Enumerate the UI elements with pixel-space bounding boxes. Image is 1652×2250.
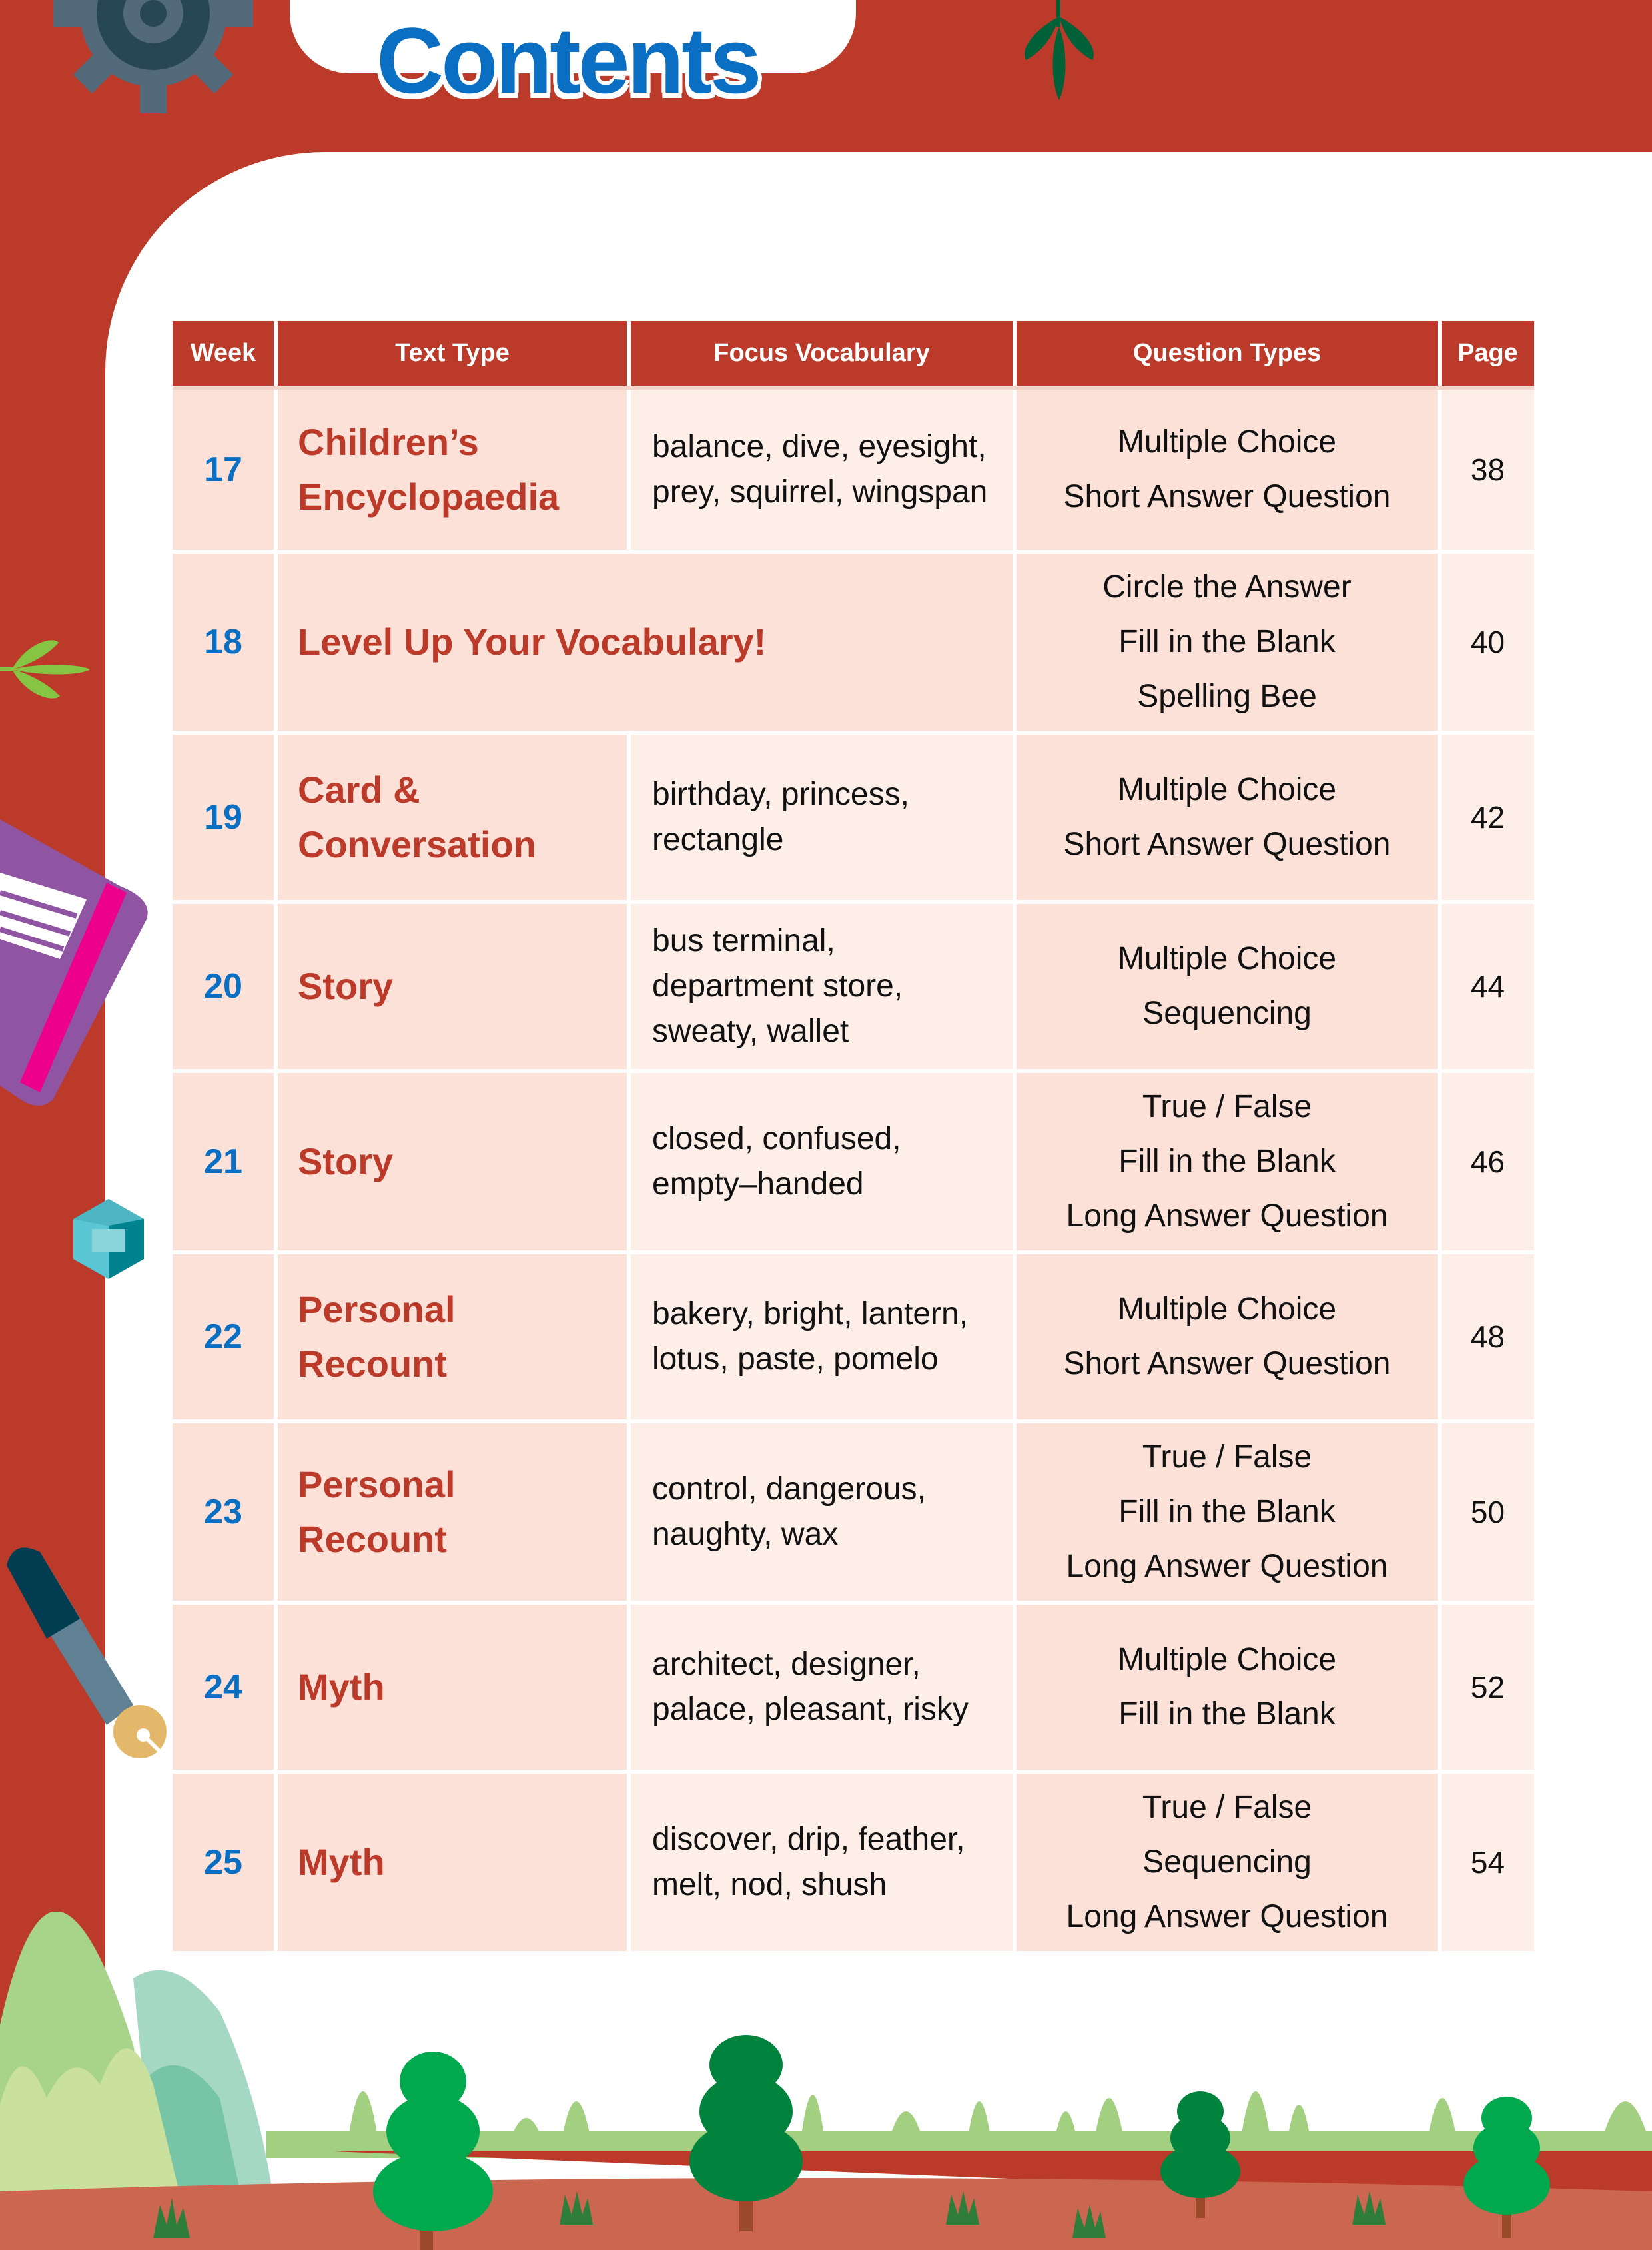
focus-vocabulary-line: architect, designer, — [652, 1647, 921, 1682]
text-type-line: Myth — [298, 1666, 385, 1708]
text-type-line: Recount — [298, 1343, 447, 1385]
focus-vocabulary-line: balance, dive, eyesight, — [652, 429, 987, 464]
question-types-line: Multiple Choice — [1117, 941, 1337, 976]
question-types-line: Sequencing — [1142, 1844, 1312, 1880]
text-type — [276, 1071, 629, 1252]
focus-vocabulary-line: control, dangerous, — [652, 1471, 926, 1507]
table-row — [173, 902, 1534, 1071]
text-type-line: Myth — [298, 1841, 385, 1883]
question-types — [1015, 1421, 1440, 1603]
focus-vocabulary-line: melt, nod, shush — [652, 1867, 887, 1902]
table-row — [173, 388, 1534, 552]
week-number: 23 — [173, 1421, 276, 1603]
text-type-line: Recount — [298, 1518, 447, 1560]
text-type — [276, 1252, 629, 1421]
week-number: 19 — [173, 733, 276, 902]
question-types — [1015, 1252, 1440, 1421]
focus-vocabulary — [629, 1252, 1015, 1421]
table-row — [173, 1603, 1534, 1772]
text-type-line: Personal — [298, 1463, 456, 1505]
text-type — [276, 388, 629, 552]
text-type — [276, 1421, 629, 1603]
question-types-line: Circle the Answer — [1102, 569, 1352, 605]
text-type-line: Conversation — [298, 823, 536, 865]
week-number: 25 — [173, 1772, 276, 1953]
leaf-sprig-icon — [0, 629, 93, 723]
question-types-line: True / False — [1142, 1089, 1312, 1124]
table-row — [173, 733, 1534, 902]
table-row — [173, 1421, 1534, 1603]
focus-vocabulary-line: empty–handed — [652, 1166, 864, 1202]
focus-vocabulary-line: rectangle — [652, 822, 784, 857]
focus-vocabulary — [629, 733, 1015, 902]
question-types-line: Long Answer Question — [1066, 1899, 1388, 1934]
focus-vocabulary — [629, 1421, 1015, 1603]
text-type-line: Story — [298, 1140, 394, 1182]
question-types-line: Multiple Choice — [1117, 772, 1337, 807]
question-types-line: Short Answer Question — [1063, 1346, 1391, 1381]
page-number: 44 — [1440, 902, 1534, 1071]
question-types-line: True / False — [1142, 1439, 1312, 1475]
week-number: 21 — [173, 1071, 276, 1252]
question-types — [1015, 1071, 1440, 1252]
week-number: 22 — [173, 1252, 276, 1421]
pen-icon — [0, 1539, 173, 1772]
question-types — [1015, 902, 1440, 1071]
gear-icon — [53, 0, 253, 113]
gem-icon — [72, 1199, 145, 1279]
focus-vocabulary-line: closed, confused, — [652, 1121, 901, 1156]
table-row — [173, 1071, 1534, 1252]
text-type — [276, 733, 629, 902]
week-number: 17 — [173, 388, 276, 552]
page-number: 40 — [1440, 552, 1534, 733]
hills-and-trees-landscape — [0, 1912, 1652, 2250]
week-number: 18 — [173, 552, 276, 733]
contents-table — [173, 321, 1534, 1955]
page-number: 38 — [1440, 388, 1534, 552]
focus-vocabulary-line: bus terminal, — [652, 923, 835, 958]
notebook-icon — [0, 819, 160, 1112]
text-type-line: Children’s — [298, 421, 479, 463]
page-number: 42 — [1440, 733, 1534, 902]
question-types-line: Multiple Choice — [1117, 1642, 1337, 1677]
question-types — [1015, 388, 1440, 552]
question-types-line: Fill in the Blank — [1118, 624, 1336, 659]
question-types-line: Long Answer Question — [1066, 1549, 1388, 1584]
focus-vocabulary — [629, 388, 1015, 552]
question-types — [1015, 1603, 1440, 1772]
question-types — [1015, 733, 1440, 902]
question-types-line: Short Answer Question — [1063, 479, 1391, 514]
week-number: 20 — [173, 902, 276, 1071]
question-types-line: Multiple Choice — [1117, 1292, 1337, 1327]
text-type-line: Story — [298, 965, 394, 1007]
page-number: 48 — [1440, 1252, 1534, 1421]
focus-vocabulary-line: birthday, princess, — [652, 777, 909, 812]
focus-vocabulary-line: discover, drip, feather, — [652, 1822, 965, 1857]
table-header-row — [173, 321, 1534, 388]
text-type — [276, 902, 629, 1071]
question-types-line: Fill in the Blank — [1118, 1144, 1336, 1179]
focus-vocabulary-line: department store, — [652, 968, 903, 1004]
text-type — [276, 1603, 629, 1772]
question-types-line: Multiple Choice — [1117, 424, 1337, 460]
focus-vocabulary — [629, 1071, 1015, 1252]
page-number: 46 — [1440, 1071, 1534, 1252]
text-type-line: Personal — [298, 1288, 456, 1330]
focus-vocabulary-line: sweaty, wallet — [652, 1014, 849, 1049]
question-types-line: Spelling Bee — [1137, 679, 1317, 714]
question-types-line: Fill in the Blank — [1118, 1696, 1336, 1732]
question-types-line: Long Answer Question — [1066, 1198, 1388, 1234]
text-type-line: Card & — [298, 769, 420, 811]
question-types-line: Sequencing — [1142, 996, 1312, 1031]
focus-vocabulary — [629, 902, 1015, 1071]
week-number: 24 — [173, 1603, 276, 1772]
header-focus-vocabulary: Focus Vocabulary — [629, 321, 1015, 388]
page-number: 52 — [1440, 1603, 1534, 1772]
header-page: Page — [1440, 321, 1534, 388]
question-types-line: Fill in the Blank — [1118, 1494, 1336, 1529]
table-row — [173, 1252, 1534, 1421]
focus-vocabulary-line: prey, squirrel, wingspan — [652, 474, 988, 510]
page-number: 50 — [1440, 1421, 1534, 1603]
header-text-type: Text Type — [276, 321, 629, 388]
header-week: Week — [173, 321, 276, 388]
leaf-sprig-icon — [1013, 0, 1106, 100]
page-number: 54 — [1440, 1772, 1534, 1953]
focus-vocabulary-line: lotus, paste, pomelo — [652, 1341, 939, 1377]
question-types — [1015, 552, 1440, 733]
focus-vocabulary — [629, 1603, 1015, 1772]
text-type-line: Encyclopaedia — [298, 476, 560, 518]
text-type-line: Level Up Your Vocabulary! — [298, 621, 767, 663]
page-title: Contents — [376, 8, 759, 113]
table-row — [173, 552, 1534, 733]
question-types-line: Short Answer Question — [1063, 827, 1391, 862]
focus-vocabulary-line: naughty, wax — [652, 1517, 839, 1552]
text-type — [276, 552, 1015, 733]
header-question-types: Question Types — [1015, 321, 1440, 388]
question-types-line: True / False — [1142, 1790, 1312, 1825]
focus-vocabulary-line: bakery, bright, lantern, — [652, 1296, 969, 1331]
focus-vocabulary-line: palace, pleasant, risky — [652, 1692, 969, 1727]
